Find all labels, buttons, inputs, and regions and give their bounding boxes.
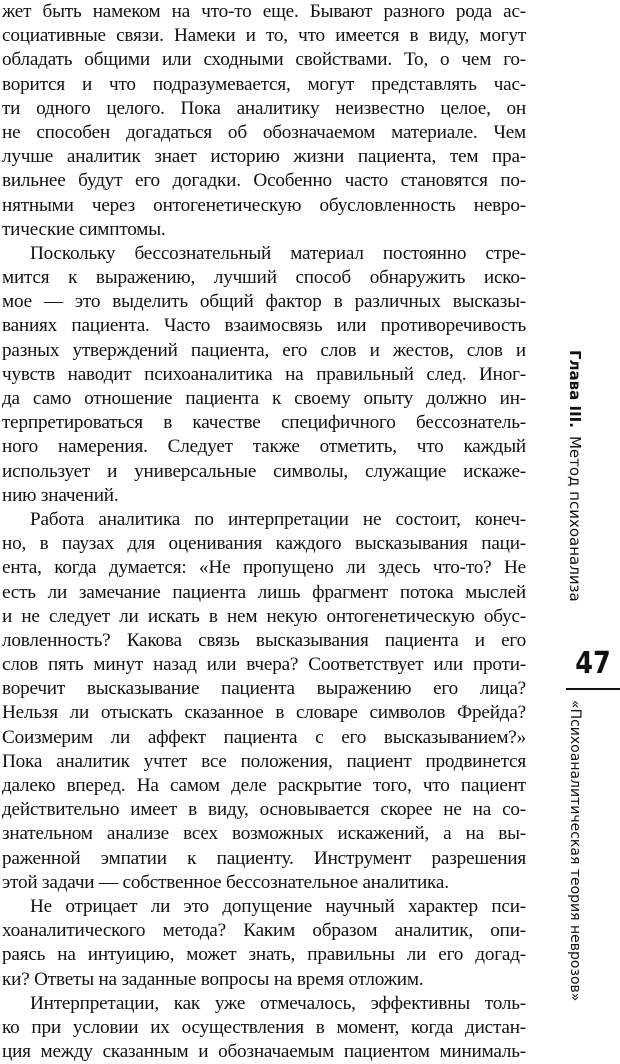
text-line: вильнее будут его догадки. Особенно часто становятся по-	[2, 170, 526, 192]
text-line: тические симптомы.	[2, 218, 166, 240]
text-line: знательном анализе всех возможных искажений, а на вы-	[2, 823, 526, 845]
text-line: ворится и что подразумевается, могут представлять час-	[2, 73, 526, 95]
text-line: жет быть намеком на что-то еще. Бывают разного рода ас-	[2, 1, 526, 22]
book-title: «Психоаналитическая теория неврозов»	[567, 700, 583, 1002]
text-line: и не следует ли искать в нем некую онтогенетическую обус-	[2, 605, 526, 627]
text-line: ного намерения. Следует также отметить, что каждый	[2, 436, 526, 458]
text-line: раженной эмпатии к пациенту. Инструмент разрешения	[2, 847, 526, 869]
text-line: ция между сказанным и обозначаемым пациентом минималь-	[2, 1041, 526, 1063]
text-line: Интерпретации, как уже отмечалось, эффективны толь-	[30, 992, 526, 1014]
text-line: Поскольку бессознательный материал постоянно стре-	[30, 242, 526, 264]
text-line: ко при условии их осуществления в момент, когда дистан-	[2, 1016, 526, 1038]
text-line: этой задачи — собственное бессознательное аналитика.	[2, 871, 449, 893]
body-text	[2, 0, 526, 1064]
text-line: ти одного целого. Пока аналитику неизвестно целое, он	[2, 97, 526, 119]
text-line: лучше аналитик знает историю жизни пациента, тем пра-	[2, 146, 526, 168]
text-line: мится к выражению, лучший способ обнаружить иско-	[2, 267, 526, 289]
text-line: нятными через онтогенетическую обусловленность невро-	[2, 194, 526, 216]
chapter-title: Метод психоанализа	[566, 435, 584, 602]
text-line: хоаналитического метода? Каким образом аналитик, опи-	[2, 920, 526, 942]
text-line: да само отношение пациента к своему опыту должно ин-	[2, 388, 526, 409]
text-line: далеко вперед. На самом деле раскрытие того, что пациент	[2, 775, 526, 796]
text-line: Пока аналитик учтет все положения, пациент продвинется	[2, 750, 526, 772]
text-line: ваниях пациента. Часто взаимосвязь или противоречивость	[2, 315, 526, 337]
text-line: нию значений.	[2, 484, 119, 506]
running-head	[566, 350, 584, 602]
text-line: раясь на интуицию, может знать, правильны ли его догад-	[2, 944, 526, 966]
text-line: Соизмерим ли аффект пациента с его высказыванием?»	[2, 726, 526, 748]
text-line: но, в паузах для оценивания каждого высказывания паци-	[2, 533, 526, 555]
text-line: воречит высказывание пациента выражению его лица?	[2, 678, 526, 700]
text-line: использует и универсальные символы, служащие искаже-	[2, 460, 526, 482]
page-number-rule	[566, 688, 620, 690]
text-line: Не отрицает ли это допущение научный характер пси-	[30, 895, 526, 917]
text-line: действительно имеет в виду, основывается скорее не на со-	[2, 799, 526, 821]
text-line: ки? Ответы на заданные вопросы на время отложим.	[2, 968, 424, 990]
text-line: есть ли замечание пациента лишь фрагмент потока мыслей	[2, 581, 526, 603]
page-number: 47	[575, 646, 611, 681]
text-line: социативные связи. Намеки и то, что имеется в виду, могут	[2, 25, 526, 47]
text-line: ента, когда думается: «Не пропущено ли здесь что-то? Не	[2, 557, 526, 579]
text-line: Работа аналитика по интерпретации не состоит, конеч-	[30, 508, 526, 530]
text-line: не способен догадаться об обозначаемом материале. Чем	[2, 121, 526, 143]
chapter-label: Глава III.	[566, 350, 584, 428]
text-line: терпретироваться в качестве специфичного бессознатель-	[2, 412, 526, 434]
text-line: Нельзя ли отыскать сказанное в словаре символов Фрейда?	[2, 702, 526, 724]
text-line: слов пять минут назад или вчера? Соответствует или проти-	[2, 654, 526, 676]
text-line: разных утверждений пациента, его слов и жестов, слов и	[2, 339, 526, 361]
page-sidebar	[530, 0, 620, 1012]
text-line: чувств наводит психоаналитика на правильный след. Иног-	[2, 363, 526, 385]
text-line: ловленность? Какова связь высказывания пациента и его	[2, 629, 526, 651]
text-line: мое — это выделить общий фактор в различных высказы-	[2, 291, 526, 313]
text-line: обладать общими или сходными свойствами. То, о чем го-	[2, 49, 526, 71]
